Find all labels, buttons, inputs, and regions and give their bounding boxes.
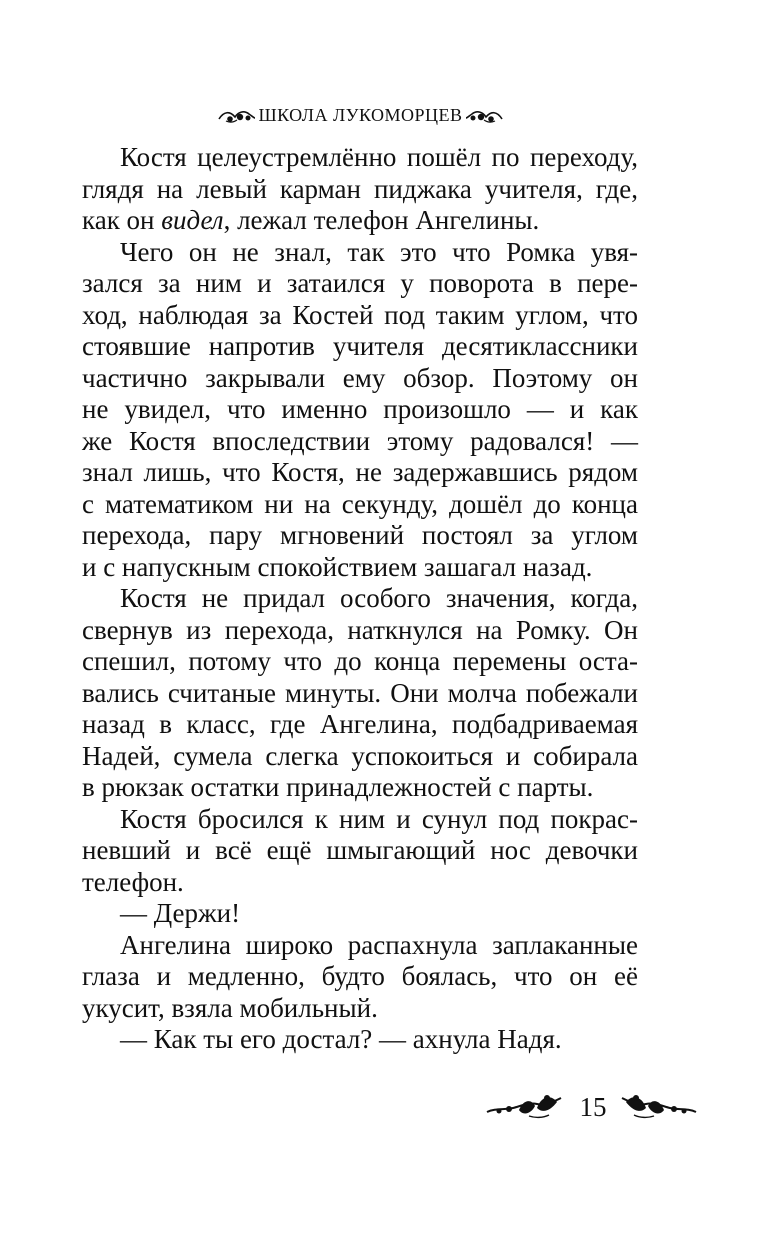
paragraph — [82, 804, 638, 899]
left-floral-ornament-icon — [218, 105, 256, 125]
paragraph — [82, 142, 638, 237]
text-line: — Как ты его достал? — ахнула Надя. — [120, 1024, 562, 1054]
text-line: невший и всё ещё шмыгающий нос девочки — [82, 835, 638, 865]
text-line: Ангелина широко распахнула заплаканные — [120, 929, 638, 960]
text-line: не увидел, что именно произошло — и как — [82, 394, 638, 424]
text-line: вались считаные минуты. Они молча побежали — [82, 677, 638, 708]
running-head-title: ШКОЛА ЛУКОМОРЦЕВ — [258, 105, 463, 125]
text-line: частично закрывали ему обзор. Поэтому он — [82, 362, 638, 393]
text-line: ход, наблюдая за Костей под таким углом, что — [82, 299, 638, 330]
text-line: укусит, взяла мобильный. — [82, 992, 378, 1023]
paragraph — [82, 1024, 638, 1056]
text-line: стоявшие напротив учителя десятиклассники — [82, 331, 638, 361]
text-line: Костя не придал особого значения, когда, — [120, 583, 638, 613]
text-line: Костя целеустремлённо пошёл по переходу, — [120, 142, 638, 172]
italic-word: видел — [161, 205, 224, 235]
text-line: глядя на левый карман пиджака учителя, где, — [82, 173, 638, 204]
paragraph — [82, 930, 638, 1025]
text-line: глаза и медленно, будто боялась, что он её — [82, 961, 638, 991]
text-line: же Костя впоследствии этому радовался! — — [82, 425, 638, 456]
page-number: 15 — [579, 1092, 607, 1122]
left-folio-ornament-icon — [485, 1088, 565, 1122]
body-text — [82, 142, 638, 1056]
text-line: Чего он не знал, так это что Ромка увя- — [120, 236, 638, 267]
text-line: назад в класс, где Ангелина, подбадриваемая — [82, 709, 638, 739]
paragraph — [82, 898, 638, 930]
text-line: свернув из перехода, наткнулся на Ромку. Он — [82, 614, 638, 645]
text-line: — Держи! — [120, 898, 241, 928]
text-run: , лежал телефон Ангелины. — [223, 205, 540, 235]
text-line: Костя бросился к ним и сунул под покрас- — [120, 803, 638, 834]
text-run: как он — [82, 205, 162, 235]
text-line: Надей, сумела слегка успокоиться и собирала — [82, 740, 638, 771]
text-line: и с напускным спокойствием зашагал назад. — [82, 551, 593, 582]
text-line: с математиком ни на секунду, дошёл до конца — [82, 488, 638, 519]
running-head — [218, 99, 503, 133]
text-line: спешил, потому что до конца перемены оста- — [82, 646, 638, 676]
right-floral-ornament-icon — [465, 105, 503, 125]
text-line: телефон. — [82, 866, 184, 897]
right-folio-ornament-icon — [618, 1088, 698, 1122]
text-line: перехода, пару мгновений постоял за углом — [82, 520, 638, 550]
text-line: зался за ним и затаился у поворота в пере- — [82, 268, 638, 298]
page-folio — [485, 1086, 700, 1126]
text-line: в рюкзак остатки принадлежностей с парты. — [82, 772, 594, 802]
text-line — [82, 205, 638, 237]
paragraph — [82, 237, 638, 584]
text-line: знал лишь, что Костя, не задержавшись рядом — [82, 457, 638, 487]
paragraph — [82, 583, 638, 804]
